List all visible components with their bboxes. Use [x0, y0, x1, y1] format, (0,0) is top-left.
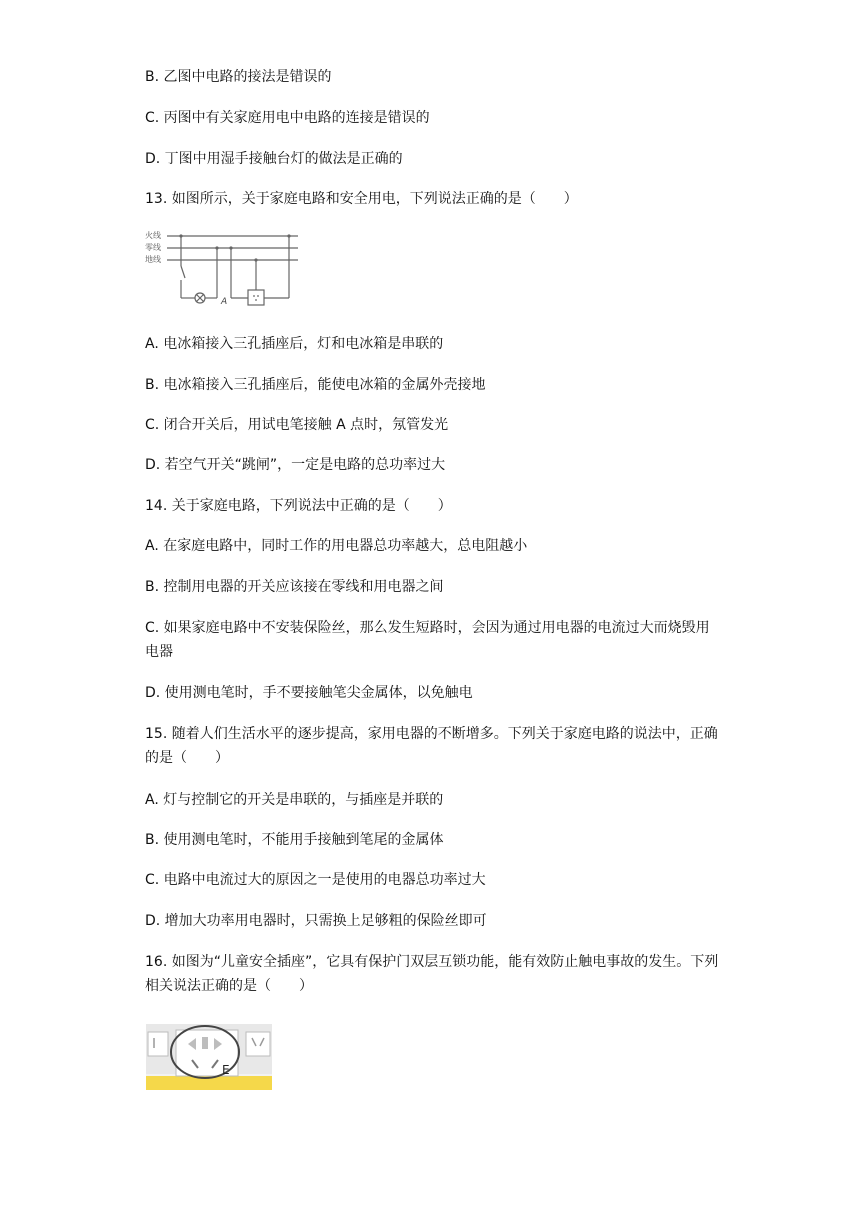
- q12-option-b: B. 乙图中电路的接法是错误的: [145, 69, 332, 85]
- q12-option-d: D. 丁图中用湿手接触台灯的做法是正确的: [145, 151, 403, 167]
- q13-circuit-diagram: [143, 228, 303, 306]
- ground-wire-label: 地线: [145, 255, 161, 264]
- q14-stem: 14. 关于家庭电路，下列说法中正确的是（ ）: [145, 498, 452, 514]
- q15-option-a: A. 灯与控制它的开关是串联的，与插座是并联的: [145, 792, 444, 808]
- q15-stem: 15. 随着人们生活水平的逐步提高，家用电器的不断增多。下列关于家庭电路的说法中，正确的是（ ）: [145, 726, 718, 766]
- point-a-label: A: [221, 297, 228, 306]
- q16-stem: 16. 如图为“儿童安全插座”，它具有保护门双层互锁功能，能有效防止触电事故的发生。下列相关说法正确的是（ ）: [145, 954, 719, 994]
- q14-option-a: A. 在家庭电路中，同时工作的用电器总功率越大，总电阻越小: [145, 538, 528, 554]
- q12-option-c: C. 丙图中有关家庭用电中电路的连接是错误的: [145, 110, 430, 126]
- q13-option-c: C. 闭合开关后，用试电笔接触 A 点时，氖管发光: [145, 417, 449, 433]
- q13-option-a: A. 电冰箱接入三孔插座后，灯和电冰箱是串联的: [145, 336, 444, 352]
- neutral-wire-label: 零线: [145, 243, 161, 252]
- q13-stem: 13. 如图所示，关于家庭电路和安全用电，下列说法正确的是（ ）: [145, 191, 578, 207]
- q15-option-d: D. 增加大功率用电器时，只需换上足够粗的保险丝即可: [145, 913, 487, 929]
- socket-e-label: E: [222, 1063, 230, 1077]
- live-wire-label: 火线: [145, 231, 161, 240]
- q15-option-c: C. 电路中电流过大的原因之一是使用的电器总功率过大: [145, 872, 486, 888]
- q16-socket-photo: [146, 1024, 272, 1090]
- q13-option-b: B. 电冰箱接入三孔插座后，能使电冰箱的金属外壳接地: [145, 377, 486, 393]
- q13-option-d: D. 若空气开关“跳闸”，一定是电路的总功率过大: [145, 457, 446, 473]
- q14-option-b: B. 控制用电器的开关应该接在零线和用电器之间: [145, 579, 444, 595]
- q15-option-b: B. 使用测电笔时，不能用手接触到笔尾的金属体: [145, 832, 444, 848]
- q14-option-c: C. 如果家庭电路中不安装保险丝，那么发生短路时，会因为通过用电器的电流过大而烧毁用电器: [145, 620, 710, 660]
- q14-option-d: D. 使用测电笔时，手不要接触笔尖金属体，以免触电: [145, 685, 473, 701]
